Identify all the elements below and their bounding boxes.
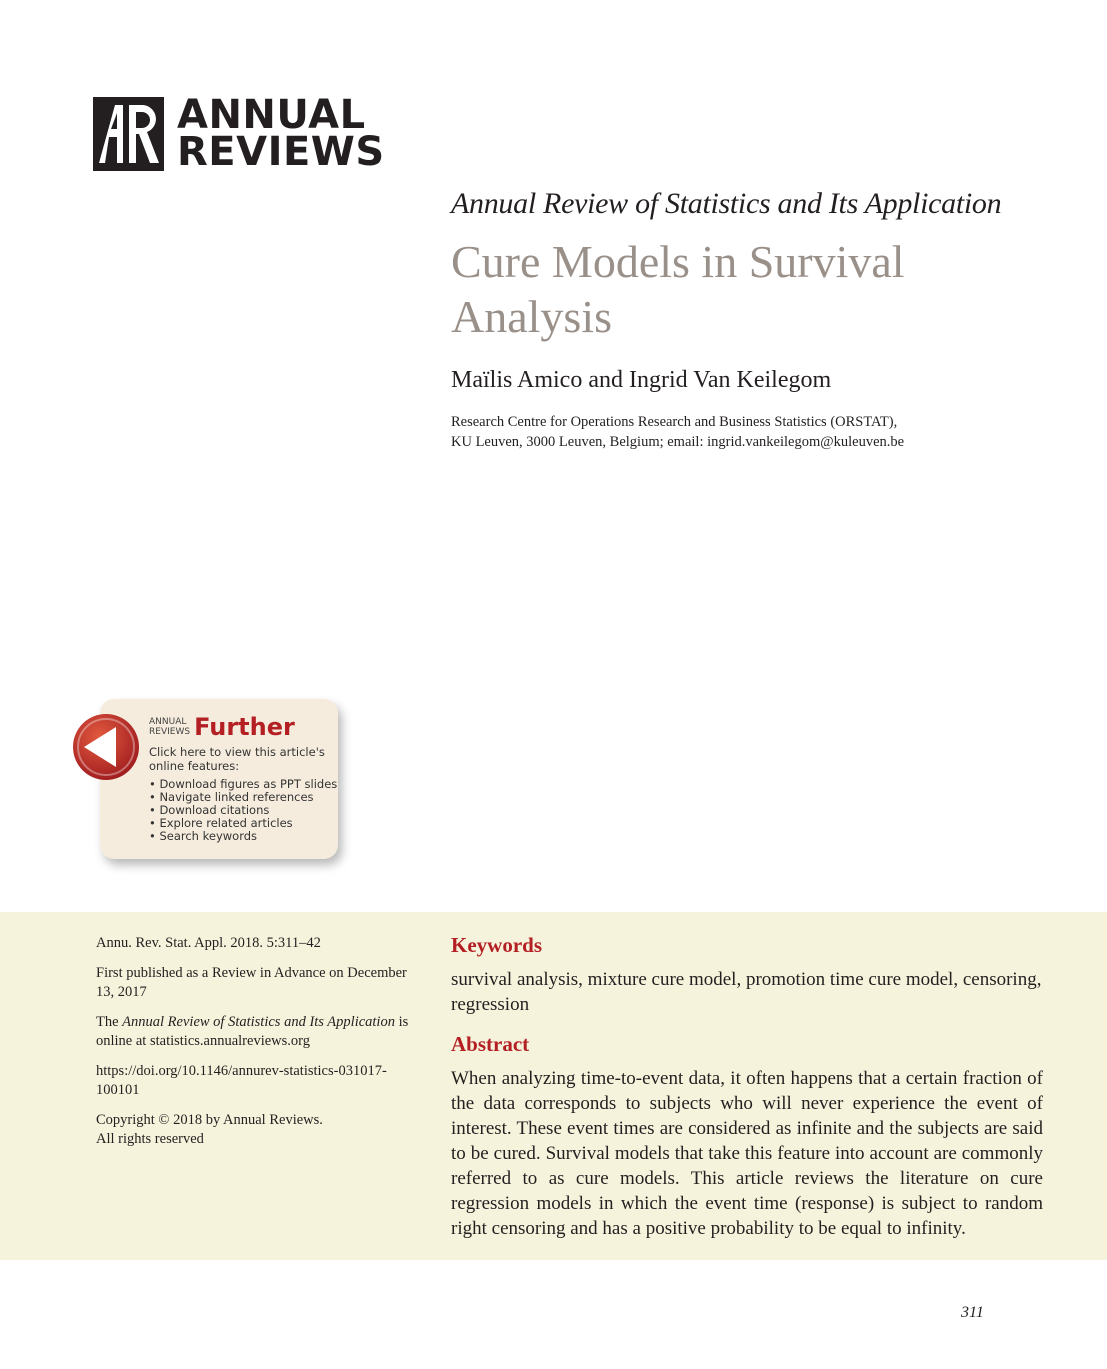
further-description-rest: to view this article's online features: <box>149 745 325 773</box>
logo-line-reviews: REVIEWS <box>177 129 385 175</box>
further-feature-item: • Download citations <box>149 804 337 817</box>
affiliation-line: Research Centre for Operations Research and Business Statistics (ORSTAT), <box>451 414 898 430</box>
further-feature-list <box>149 778 337 843</box>
further-description <box>149 745 339 773</box>
further-small-annual: ANNUAL <box>149 717 187 727</box>
article-title: Cure Models in Survival Analysis <box>451 236 905 342</box>
further-feature-item: • Search keywords <box>149 830 337 843</box>
doi-link[interactable]: https://doi.org/10.1146/annurev-statistics-031017-100101 <box>96 1063 387 1098</box>
author-affiliation <box>451 412 904 452</box>
online-journal-name: Annual Review of Statistics and Its Application <box>122 1014 395 1030</box>
further-feature-item: • Navigate linked references <box>149 791 337 804</box>
keywords-text: survival analysis, mixture cure model, promotion time cure model, censoring, regression <box>451 969 1042 1015</box>
annual-reviews-logo[interactable] <box>93 92 385 175</box>
copyright: Copyright © 2018 by Annual Reviews. All rights reserved <box>96 1112 323 1147</box>
keywords-heading: Keywords <box>451 933 542 957</box>
affiliation-email-line[interactable]: KU Leuven, 3000 Leuven, Belgium; email: ingrid.vankeilegom@kuleuven.be <box>451 434 905 450</box>
further-feature-item: • Explore related articles <box>149 817 337 830</box>
page-number: 311 <box>961 1304 984 1321</box>
article-metadata <box>96 934 416 1160</box>
further-title: Further <box>194 713 295 741</box>
logo-line-annual: ANNUAL <box>177 92 366 138</box>
journal-name: Annual Review of Statistics and Its Application <box>451 187 1002 220</box>
abstract-heading: Abstract <box>451 1032 530 1056</box>
first-published: First published as a Review in Advance on December 13, 2017 <box>96 965 407 1000</box>
further-feature-item: • Download figures as PPT slides <box>149 778 337 791</box>
click-here-link[interactable]: Click here <box>149 745 206 759</box>
citation: Annu. Rev. Stat. Appl. 2018. 5:311–42 <box>96 935 321 951</box>
article-authors: Maïlis Amico and Ingrid Van Keilegom <box>451 367 832 393</box>
online-availability: The Annual Review of Statistics and Its Application is online at statistics.annualreviews.org <box>96 1014 409 1049</box>
further-small-reviews: REVIEWS <box>149 727 191 737</box>
play-arrow-icon[interactable] <box>72 713 140 781</box>
abstract-text: When analyzing time-to-event data, it often happens that a certain fraction of the data corresponds to subjects who will never experience the event of interest. These event times are considered as infinite and the subjects are said to be cured. Survival models that take this feature into account are commonly referred to as cure models. This article reviews the literature on cure regression models in which the event time (response) is subject to random right censoring and has a positive probability to be equal to infinity. <box>451 1068 1043 1239</box>
ar-logo-icon <box>93 97 164 171</box>
further-heading <box>149 713 295 741</box>
further-widget[interactable] <box>72 699 362 879</box>
